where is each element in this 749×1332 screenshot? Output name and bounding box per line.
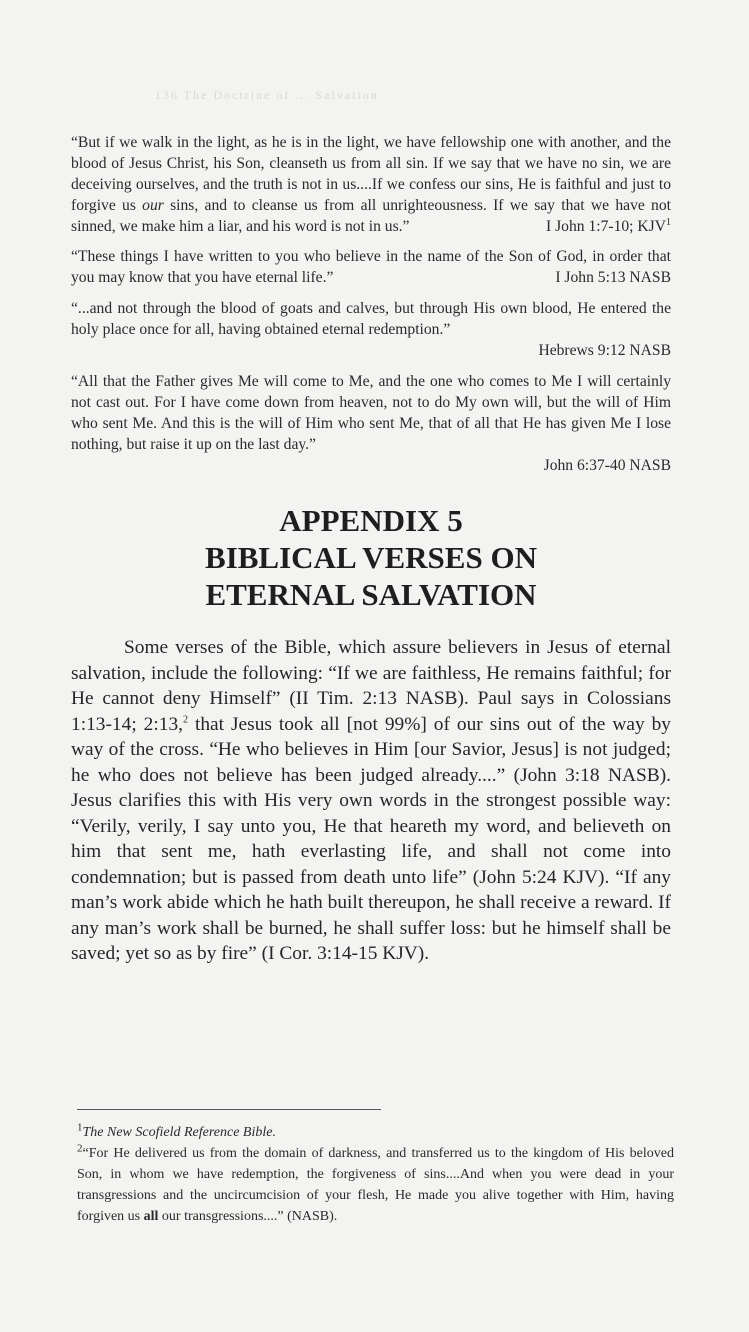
- quote-text: “These things I have written to you who believe in the name of the Son of God, in order that you may know that you have eternal life.”: [71, 248, 671, 286]
- running-header: 136 The Doctrine of ... Salvation: [155, 88, 379, 102]
- heading-line-1: APPENDIX 5: [279, 503, 463, 538]
- quote-emphasis: our: [142, 197, 164, 214]
- quote-reference: Hebrews 9:12 NASB: [538, 342, 671, 359]
- heading-line-2: BIBLICAL VERSES ON: [205, 540, 537, 575]
- quote-3: [71, 298, 671, 361]
- heading-line-3: ETERNAL SALVATION: [205, 577, 537, 612]
- quote-text: “All that the Father gives Me will come to Me, and the one who comes to Me I will certainly not cast out. For I have come down from heaven, not to do My own will, but the will of Him who sent Me. And this is the will of Him who sent Me, that of all that He has given Me I lose nothing, but raise it up on the last day.”: [71, 373, 671, 453]
- quote-text: “...and not through the blood of goats and calves, but through His own blood, He entered the holy place once for all, having obtained eternal redemption.”: [71, 300, 671, 338]
- body-paragraph: Some verses of the Bible, which assure believers in Jesus of eternal salvation, include the following: “If we are faithless, He remains faithful; for He cannot deny Himself” (II Tim. 2:13 NASB). Paul says in Colossians 1:13-14; 2:13,$^2$ that Jesus took all [not 99%] of our sins out of the way by way of the cross. “He who believes in Him [our Savior, Jesus] is not judged; he who does not believe has been judged already....” (John 3:18 NASB). Jesus clarifies this with His very own words in the strongest possible way: “Verily, verily, I say unto you, He that heareth my word, and believeth on him that sent me, hath everlasting life, and shall not come into condemnation; but is passed from death unto life” (John 5:24 KJV). “If any man’s work abide which he hath built thereupon, he shall receive a reward. If any man’s work shall be burned, he shall suffer loss: but he himself shall be saved; yet so as by fire” (I Cor. 3:14-15 KJV).: [71, 637, 671, 964]
- quote-text: “But if we walk in the light, as he is in the light, we have fellowship one with another, and the blood of Jesus Christ, his Son, cleanseth us from all sin. If we say that we have no sin, we are deceiving ourselves, and the truth is not in us....If we confess our sins, He is faithful and just to forgive us: [71, 134, 671, 214]
- footnote-1: $^1$The New Scofield Reference Bible.: [77, 1121, 276, 1140]
- page-content: [71, 132, 671, 967]
- footnote-2: $^2$“For He delivered us from the domain of darkness, and transferred us to the kingdom of His beloved Son, in whom we have redemption, the forgiveness of sins....And when you were dead in your transgressions and the uncircumcision of your flesh, He made you alive together with Him, having forgiven us all our transgressions....” (NASB).: [77, 1142, 674, 1224]
- footnotes: [77, 1122, 674, 1227]
- footnote-marker: 2: [183, 714, 188, 726]
- footnote-marker: 1: [666, 216, 671, 228]
- appendix-heading: [71, 502, 671, 613]
- quote-text-after: sins, and to cleanse us from all unrighteousness. If we say that we have not sinned, we make him a liar, and his word is not in us.”: [71, 197, 671, 235]
- quote-2: [71, 246, 671, 288]
- quote-reference: I John 5:13 NASB: [555, 269, 671, 286]
- quote-reference: I John 1:7-10; KJV$^1$: [546, 216, 671, 235]
- quote-4: [71, 371, 671, 476]
- quote-1: [71, 132, 671, 237]
- quote-reference: John 6:37-40 NASB: [543, 457, 671, 474]
- footnote-divider: [77, 1109, 381, 1110]
